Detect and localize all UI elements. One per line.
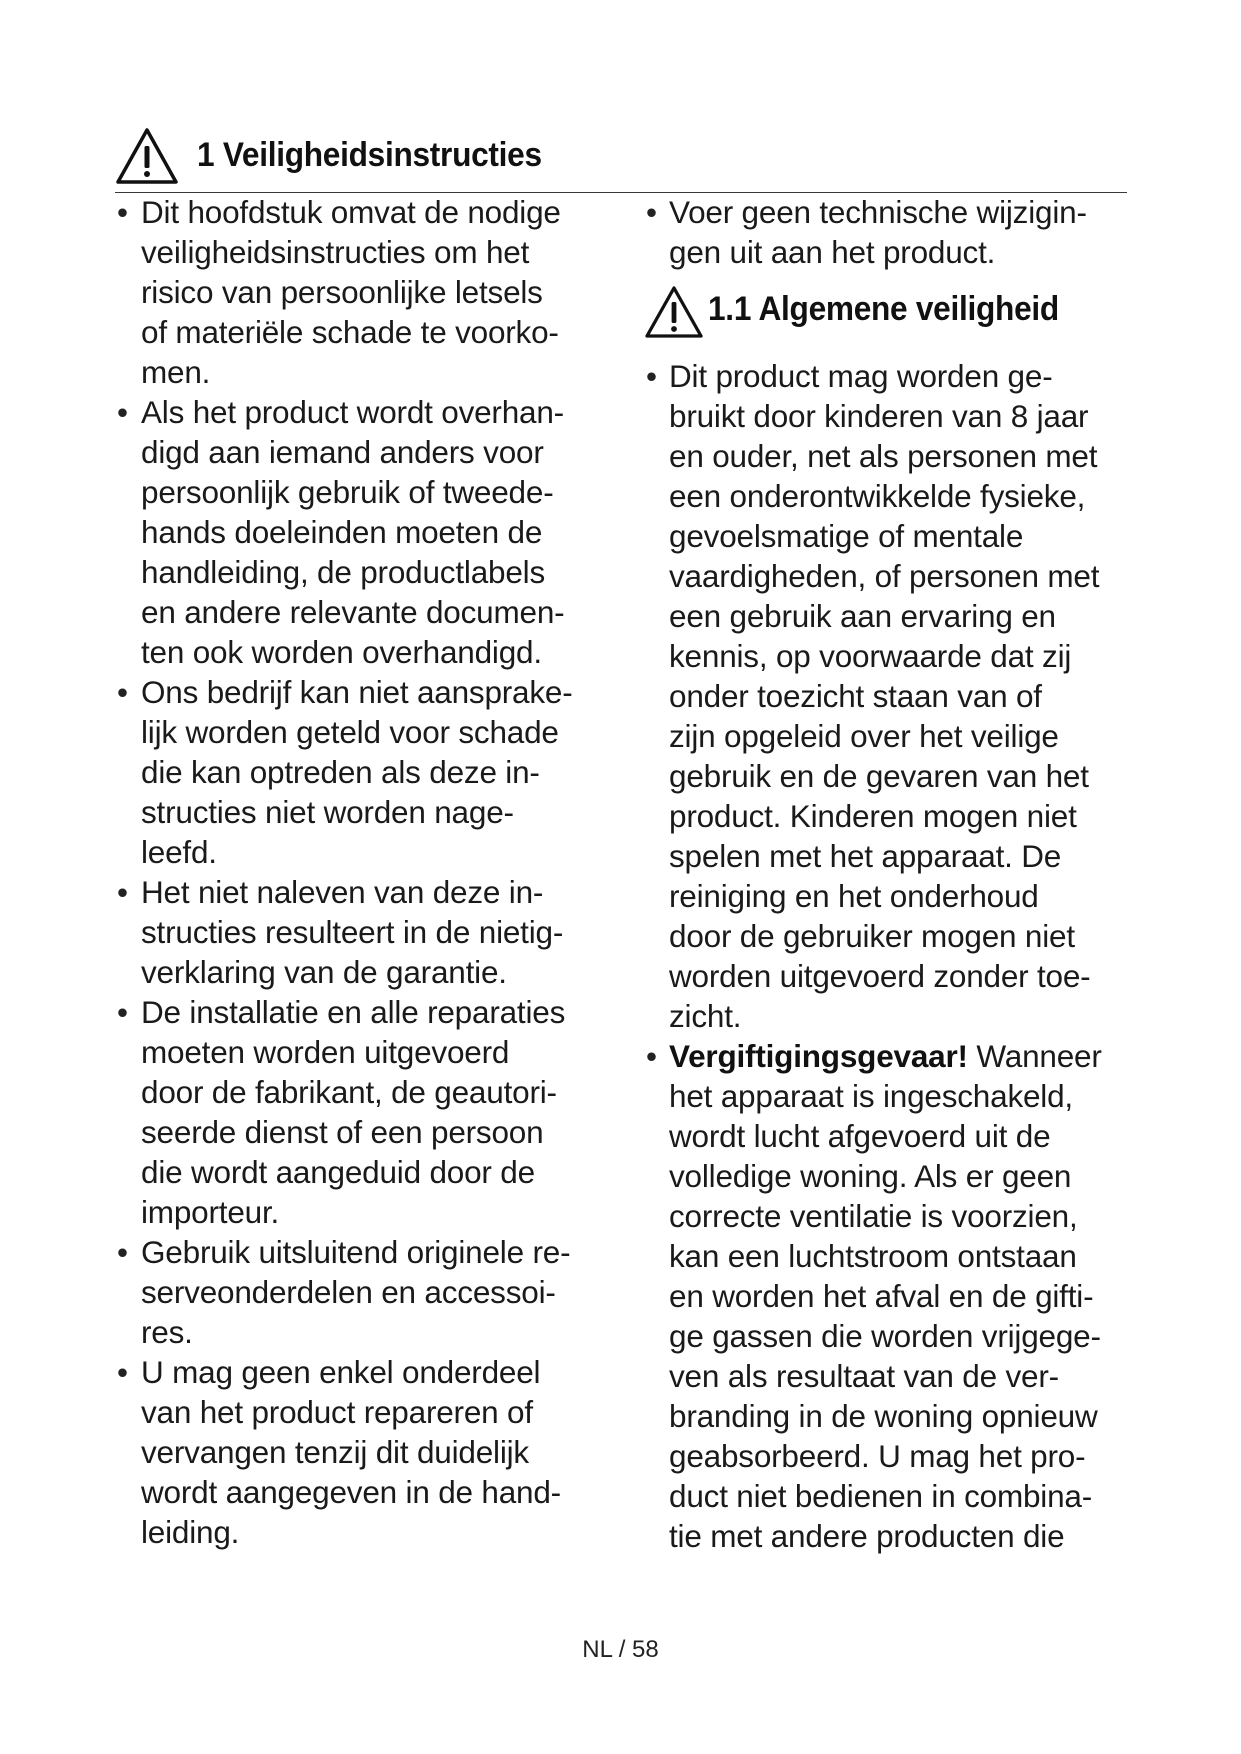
text-line: serveonderdelen en accessoi- [141, 1274, 556, 1310]
warning-icon [115, 126, 179, 186]
list-item [115, 672, 610, 872]
text-line: volledige woning. Als er geen [669, 1158, 1072, 1194]
text-line: vervangen tenzij dit duidelijk [141, 1434, 529, 1470]
text-line: van het product repareren of [141, 1394, 533, 1430]
text-line: lijk worden geteld voor schade [141, 714, 559, 750]
text-line: importeur. [141, 1194, 280, 1230]
left-bullet-list [115, 192, 610, 1552]
text-line: • Als het product wordt overhan- [141, 394, 564, 430]
list-item [644, 1036, 1144, 1556]
text-line: duct niet bedienen in combina- [669, 1478, 1093, 1514]
section-number: 1 [197, 136, 215, 174]
text-line: digd aan iemand anders voor [141, 434, 544, 470]
text-line: seerde dienst of een persoon [141, 1114, 544, 1150]
text-line: worden uitgevoerd zonder toe- [669, 958, 1091, 994]
page-number: NL / 58 [582, 1636, 659, 1663]
subsection-title-text: Algemene veiligheid [758, 290, 1059, 328]
text-line: vaardigheden, of personen met [669, 558, 1100, 594]
text-line: en andere relevante documen- [141, 594, 565, 630]
text-line: ge gassen die worden vrijgege- [669, 1318, 1101, 1354]
text-line: • Ons bedrijf kan niet aansprake- [141, 674, 573, 710]
list-item [115, 872, 610, 992]
section-header [115, 126, 1127, 193]
text-line: een onderontwikkelde fysieke, [669, 478, 1086, 514]
text-line: spelen met het apparaat. De [669, 838, 1062, 874]
right-bullet-list [644, 356, 1144, 1556]
text-line: zijn opgeleid over het veilige [669, 718, 1059, 754]
text-line: product. Kinderen mogen niet [669, 798, 1077, 834]
text-line: risico van persoonlijke letsels [141, 274, 543, 310]
right-column [644, 192, 1144, 1556]
text-line: leiding. [141, 1514, 240, 1550]
text-line: veiligheidsinstructies om het [141, 234, 530, 270]
text-line: structies niet worden nage- [141, 794, 514, 830]
list-item [644, 192, 1144, 272]
warning-label: Vergiftigingsgevaar! [669, 1038, 968, 1074]
text-line: wordt lucht afgevoerd uit de [669, 1118, 1051, 1154]
text-line: geabsorbeerd. U mag het pro- [669, 1438, 1086, 1474]
list-item [115, 992, 610, 1232]
right-top-list [644, 192, 1144, 272]
list-item [644, 356, 1144, 1036]
text-line: en worden het afval en de gifti- [669, 1278, 1094, 1314]
text-line: die kan optreden als deze in- [141, 754, 540, 790]
text-line: leefd. [141, 834, 217, 870]
text-line: bruikt door kinderen van 8 jaar [669, 398, 1089, 434]
text-line: • U mag geen enkel onderdeel [141, 1354, 541, 1390]
text-line: tie met andere producten die [669, 1518, 1065, 1554]
text-line: ven als resultaat van de ver- [669, 1358, 1059, 1394]
list-item [115, 392, 610, 672]
text-line: reiniging en het onderhoud [669, 878, 1039, 914]
text-line: persoonlijk gebruik of tweede- [141, 474, 554, 510]
text-line: gen uit aan het product. [669, 234, 996, 270]
warning-text-start: Wanneer [967, 1038, 1102, 1074]
text-line: • De installatie en alle reparaties [141, 994, 566, 1030]
text-line: ten ook worden overhandigd. [141, 634, 542, 670]
text-line: • Gebruik uitsluitend originele re- [141, 1234, 571, 1270]
text-line: handleiding, de productlabels [141, 554, 546, 590]
text-line: door de gebruiker mogen niet [669, 918, 1075, 954]
section-title [197, 136, 542, 175]
text-line: wordt aangegeven in de hand- [141, 1474, 561, 1510]
text-line: res. [141, 1314, 193, 1350]
text-line: en ouder, net als personen met [669, 438, 1098, 474]
text-line: verklaring van de garantie. [141, 954, 507, 990]
text-line: men. [141, 354, 211, 390]
text-line: gevoelsmatige of mentale [669, 518, 1024, 554]
list-item [115, 1232, 610, 1352]
warning-icon [644, 284, 704, 340]
list-item [115, 1352, 610, 1552]
left-column [115, 192, 610, 1552]
text-line: kan een luchtstroom ontstaan [669, 1238, 1077, 1274]
text-line [669, 1036, 1144, 1076]
text-line: hands doeleinden moeten de [141, 514, 543, 550]
text-line: structies resulteert in de nietig- [141, 914, 564, 950]
text-line: een gebruik aan ervaring en [669, 598, 1056, 634]
text-line: • Het niet naleven van deze in- [141, 874, 544, 910]
text-line: branding in de woning opnieuw [669, 1398, 1098, 1434]
text-line: • Voer geen technische wijzigin- [669, 194, 1087, 230]
subsection-title [708, 290, 1059, 329]
text-line: • Dit hoofdstuk omvat de nodige [141, 194, 561, 230]
text-line: kennis, op voorwaarde dat zij [669, 638, 1072, 674]
section-title-text: Veiligheidsinstructies [222, 136, 542, 174]
text-line: zicht. [669, 998, 742, 1034]
text-line: • Dit product mag worden ge- [669, 358, 1053, 394]
subsection-header [644, 284, 1144, 356]
text-line: moeten worden uitgevoerd [141, 1034, 510, 1070]
text-line: correcte ventilatie is voorzien, [669, 1198, 1078, 1234]
text-line: die wordt aangeduid door de [141, 1154, 535, 1190]
text-line: gebruik en de gevaren van het [669, 758, 1089, 794]
text-line: door de fabrikant, de geautori- [141, 1074, 557, 1110]
text-line: het apparaat is ingeschakeld, [669, 1078, 1073, 1114]
text-line: of materiële schade te voorko- [141, 314, 559, 350]
list-item [115, 192, 610, 392]
text-line: onder toezicht staan van of [669, 678, 1042, 714]
subsection-number: 1.1 [708, 290, 752, 328]
